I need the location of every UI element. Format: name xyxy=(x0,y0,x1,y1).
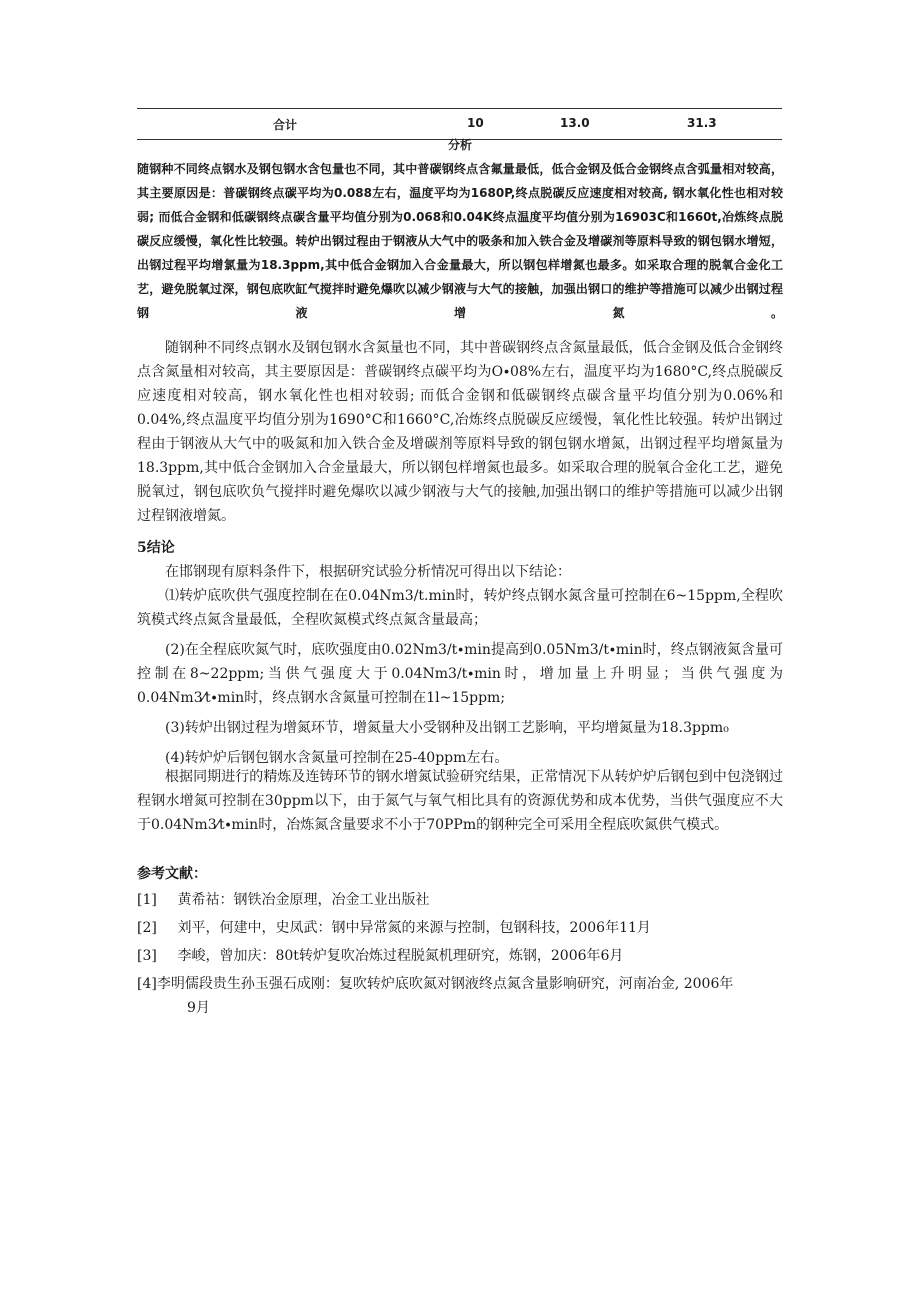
conclusion-item-3: (3)转炉出钢过程为增氮环节，增氮量大小受钢种及出钢工艺影响，平均增氮量为18.3ppm₀ xyxy=(165,720,729,736)
total-value-1: 10 xyxy=(467,116,484,130)
analysis-heading: 分析 xyxy=(447,138,472,152)
reference-text: 刘平，何建中，史凤武：钢中异常氮的来源与控制，包钢科技，2006年11月 xyxy=(177,920,651,936)
total-label: 合计 xyxy=(273,118,298,132)
reference-number: [1] xyxy=(137,892,157,908)
references-heading: 参考文献： xyxy=(137,866,207,882)
reference-number: [4] xyxy=(137,976,157,992)
table-total-row xyxy=(137,109,782,139)
reference-text: 李明儒段贵生孙玉强石成刚：复吹转炉底吹氮对钢液终点氮含量影响研究，河南冶金, 2006年 xyxy=(156,976,734,992)
conclusion-intro: 在邯钢现有原料条件下，根据研究试验分析情况可得出以下结论： xyxy=(165,564,571,580)
conclusion-list xyxy=(137,584,783,776)
bold-analysis-paragraph: 随钢种不同终点钢水及钢包钢水含包量也不同，其中普碳钢终点含氟量最低，低合金钢及低合金钢终点含弧量相对较高，其主要原因是：普碳钢终点碳平均为0.088左右，温度平均为1680P,终点脱碳反应速度相对较高, 钢水氧化性也相对较弱; 而低合金钢和低碳钢终点碳含量平均值分别为0.068和0.04K终点温度平均值分别为16903C和1660t,冶炼终点脱碳反应缓慢，氧化性比较强。转炉出钢过程由于钢液从大气中的吸条和加入铁合金及增碳剂等原料导致的钢包钢水增短，出钢过程平均增氯量为18.3ppm,其中低合金钢加入合金量最大，所以钢包样增氮也最多。如采取合理的脱氧合金化工艺，避免脱氧过深，钢包底吹缸气搅拌时避免爆吹以减少钢液与大气的接触，加强出钢口的维护等措施可以减少出钢过程钢液增氮。 xyxy=(137,162,783,320)
reference-item xyxy=(137,916,783,940)
closing-paragraph: 根据同期进行的精炼及连铸环节的钢水增氮试验研究结果，正常情况下从转炉炉后钢包到中包浇钢过程钢水增氮可控制在30ppm以下，由于氮气与氧气相比具有的资源优势和成本优势，当供气强度应不大于0.04Nm3⁄t∙min时，冶炼氮含量要求不小于70PPm的钢种完全可采用全程底吹氮供气模式。 xyxy=(137,769,783,833)
conclusion-item-4: (4)转炉炉后钢包钢水含氮量可控制在25-40ppm左右。 xyxy=(165,750,509,766)
references-list xyxy=(137,888,783,1024)
reference-number: [2] xyxy=(137,920,157,936)
total-value-3: 31.3 xyxy=(687,116,717,130)
reference-text: 李峻，曾加庆：80t转炉复吹冶炼过程脱氮机理研究，炼钢，2006年6月 xyxy=(177,948,624,964)
conclusion-item-2: (2)在全程底吹氮气时，底吹强度由0.02Nm3/t∙min提高到0.05Nm3/t∙min时，终点钢液氮含量可控制在8~22ppm;当供气强度大于0.04Nm3/t∙min时，增加量上升明显；当供气强度为0.04Nm3⁄t∙min时，终点钢水含氮量可控制在1l~15ppm; xyxy=(137,642,783,706)
total-value-2: 13.0 xyxy=(560,116,590,130)
reference-number: [3] xyxy=(137,948,157,964)
reference-text-continuation: 9月 xyxy=(187,1000,210,1016)
reference-item xyxy=(137,888,783,912)
conclusion-item-1: ⑴转炉底吹供气强度控制在在0.04Nm3/t.min时，转炉终点钢水氮含量可控制在6~15ppm,全程吹筑模式终点氮含量最低，全程吹氮模式终点氮含量最高； xyxy=(137,588,783,628)
section-heading-conclusion: 5结论 xyxy=(137,540,175,556)
reference-item xyxy=(137,972,783,1020)
analysis-paragraph: 随钢种不同终点钢水及钢包钢水含氮量也不同，其中普碳钢终点含氮量最低，低合金钢及低合金钢终点含氮量相对较高，其主要原因是：普碳钢终点碳平均为O∙08%左右，温度平均为1680°C,终点脱碳反应速度相对较高，钢水氧化性也相对较弱; 而低合金钢和低碳钢终点碳含量平均值分别为0.06%和0.04%,终点温度平均值分别为1690°C和1660°C,冶炼终点脱碳反应缓慢，氧化性比较强。转炉出钢过程由于钢液从大气中的吸氮和加入铁合金及增碳剂等原料导致的钢包钢水增氮，出钢过程平均增氮量为18.3ppm,其中低合金钢加入合金量最大，所以钢包样增氮也最多。如采取合理的脱氧合金化工艺，避免脱氧过，钢包底吹负气搅拌时避免爆吹以减少钢液与大气的接触,加强出钢口的维护等措施可以减少出钢过程钢液增氮。 xyxy=(137,340,783,524)
reference-text: 黄希祜：钢铁冶金原理，冶金工业出版社 xyxy=(177,892,430,908)
reference-item xyxy=(137,944,783,968)
